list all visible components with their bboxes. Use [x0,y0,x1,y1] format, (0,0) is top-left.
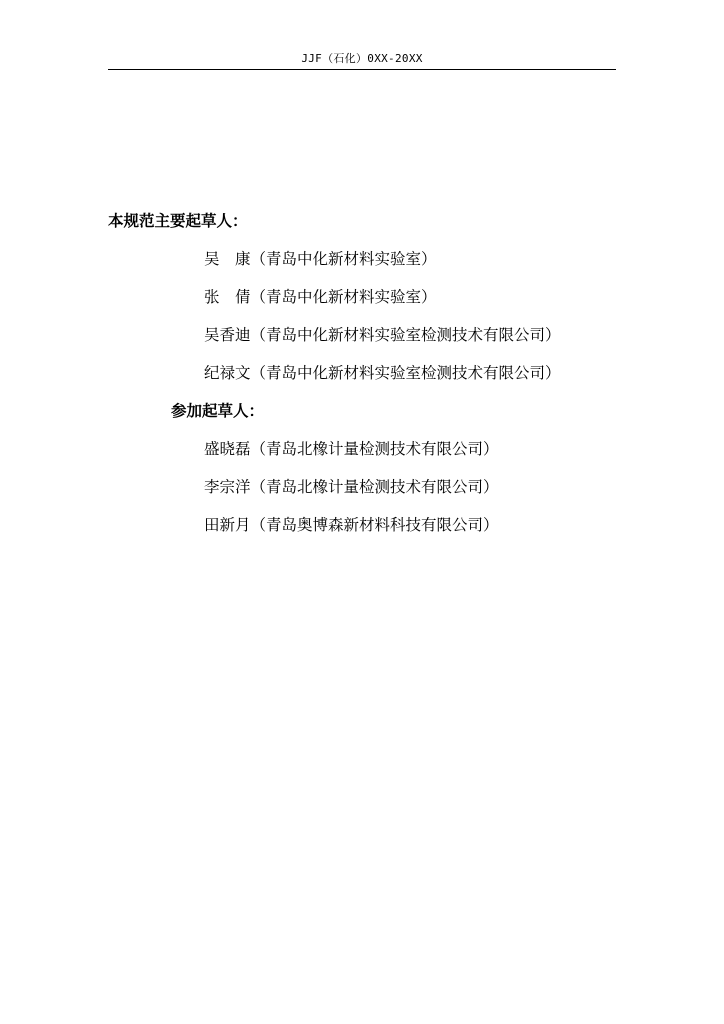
drafter-organization: （青岛中化新材料实验室） [250,250,437,268]
participant-name: 盛晓磊 [204,440,251,458]
main-drafter-item [204,249,437,269]
drafter-organization: （青岛中化新材料实验室检测技术有限公司） [250,326,561,344]
participant-organization: （青岛奥博森新材料科技有限公司） [250,516,499,534]
drafter-name: 张 倩 [204,288,251,306]
drafter-organization: （青岛中化新材料实验室检测技术有限公司） [250,364,561,382]
main-drafter-item [204,363,561,383]
participants-heading: 参加起草人： [171,402,265,420]
drafter-name: 纪禄文 [204,364,251,382]
page-header [108,47,616,70]
drafter-name: 吴 康 [204,250,251,268]
participant-name: 田新月 [204,516,251,534]
participant-organization: （青岛北橡计量检测技术有限公司） [250,478,499,496]
main-drafter-item [204,287,437,307]
main-drafter-item [204,325,561,345]
participant-organization: （青岛北橡计量检测技术有限公司） [250,440,499,458]
participant-item [204,477,499,497]
document-code: JJF（石化）0XX-20XX [301,52,423,65]
drafter-organization: （青岛中化新材料实验室） [250,288,437,306]
main-drafters-heading: 本规范主要起草人： [108,212,248,230]
participant-item [204,439,499,459]
drafter-name: 吴香迪 [204,326,251,344]
participant-name: 李宗洋 [204,478,251,496]
participant-item [204,515,499,535]
